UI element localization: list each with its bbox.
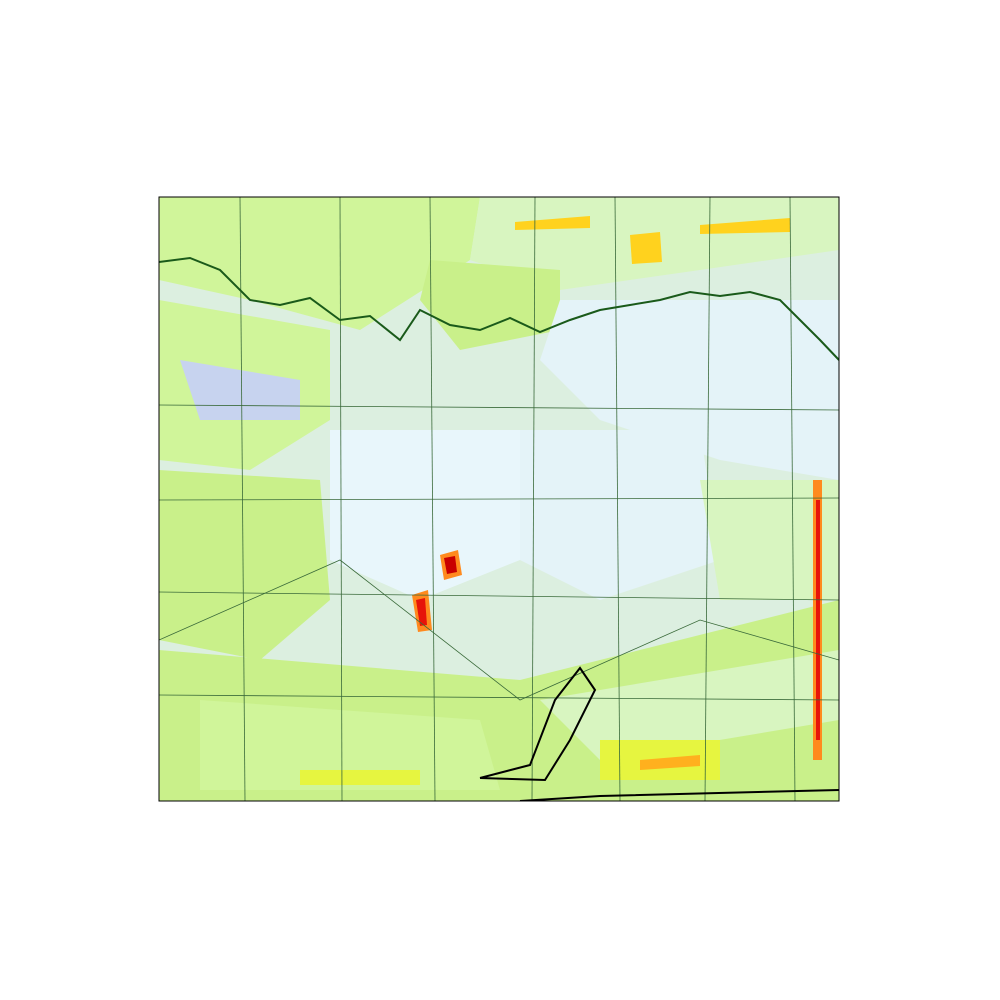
map-plot-area xyxy=(159,197,839,801)
